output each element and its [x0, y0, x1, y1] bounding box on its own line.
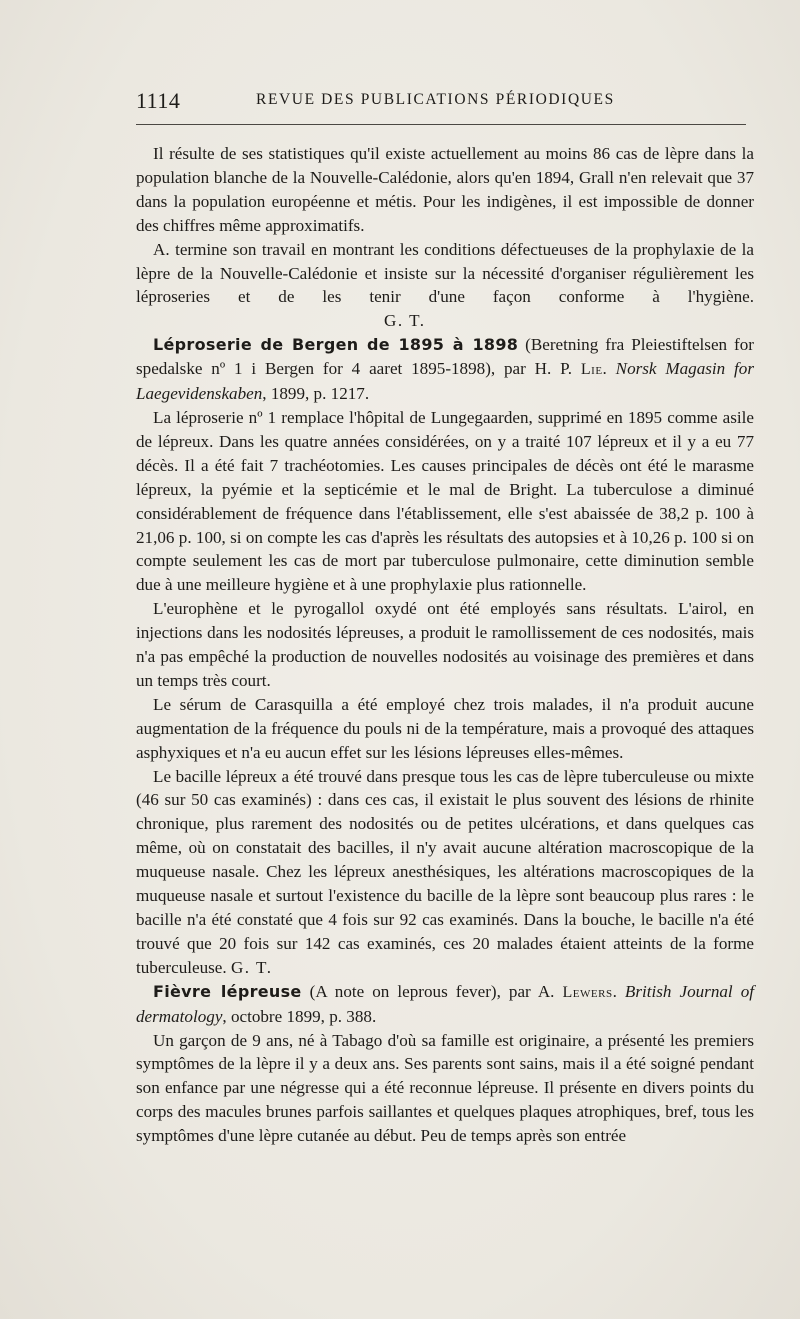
- paragraph-leproserie: La léproserie nº 1 remplace l'hôpital de Lungegaarden, supprimé en 1895 comme asile de lépreux. Dans les quatre années considérées, on y a traité 107 lépreux et il y a eu 77 décès. Il a été fait 7 trachéotomies. Les causes principales de décès ont été le marasme lépreux, la pyémie et la septicémie et le mal de Bright. La tuberculose a diminué considérablement de fréquence dans l'établissement, elle s'est abaissée de 38,2 p. 100 à 21,06 p. 100, si on compte les cas d'après les résultats des autopsies et à 10,26 p. 100 si on compte seulement les cas de mort par tuberculose pulmonaire, cette diminution semble due à une meilleure hygiène et à une prophylaxie plus rationnelle.: [136, 407, 754, 595]
- page-number: 1114: [136, 88, 181, 113]
- paragraph-conclusion: A. termine son travail en montrant les conditions défectueuses de la prophylaxie de la lèpre de la Nouvelle-Calédonie et insiste sur la nécessité d'organiser régulièrement les léproseries et de les tenir d'une façon conforme à l'hygiène.G. T.: [136, 239, 754, 331]
- author-signature: G. T.: [230, 957, 273, 977]
- article-heading: Léproserie de Bergen de 1895 à 1898: [153, 335, 519, 355]
- author-name: Lie: [580, 361, 603, 379]
- paragraph-treatments: L'europhène et le pyrogallol oxydé ont été employés sans résultats. L'airol, en injections dans les nodosités lépreuses, a produit le ramollissement de ces nodosités, mais n'a pas empêché la production de nouvelles nodosités au voisinage des premières et dans un temps très court.: [136, 599, 754, 690]
- paragraph-statistics: Il résulte de ses statistiques qu'il existe actuellement au moins 86 cas de lèpre dans la population blanche de la Nouvelle-Calédonie, alors qu'en 1894, Grall n'en relevait que 37 dans la population européenne et métis. Pour les indigènes, il est impossible de donner des chiffres même approximatifs.: [136, 144, 754, 235]
- article-citation-fievre: Fièvre lépreuse (A note on leprous fever), par A. Lewers. British Journal of dermatology, octobre 1899, p. 388.: [136, 981, 755, 1026]
- author-name: Lewers: [562, 983, 613, 1001]
- paragraph-bacille: Le bacille lépreux a été trouvé dans presque tous les cas de lèpre tuberculeuse ou mixte (46 sur 50 cas examinés) : dans ces cas, il existait le plus souvent des lésions de rhinite chronique, plus rarement des nodosités ou de petites ulcérations, et dans quelques cas même, où on constatait des bacilles, il n'y avait aucune altération macroscopique de la muqueuse nasale. Chez les lépreux anesthésiques, les altérations macroscopiques de la muqueuse nasale et surtout l'existence du bacille de la lèpre sont beaucoup plus rares : le bacille n'a été constaté que 4 fois sur 92 cas examinés. Dans la bouche, le bacille n'a été trouvé que 20 fois sur 142 cas examinés, ces 20 malades étaient atteints de la forme tuberculeuse. G. T.: [136, 766, 754, 977]
- article-citation-bergen: Léproserie de Bergen de 1895 à 1898 (Beretning fra Pleiestiftelsen for spedalske nº 1 i Bergen for 4 aaret 1895-1898), par H. P. Lie. Norsk Magasin for Laegevidenskaben, 1899, p. 1217.: [136, 335, 754, 404]
- journal-title: British Journal of dermatology: [136, 981, 755, 1026]
- running-title: REVUE DES PUBLICATIONS PÉRIODIQUES: [256, 91, 615, 108]
- journal-title: Norsk Magasin for Laegevidenskaben: [136, 359, 754, 404]
- paragraph-serum: Le sérum de Carasquilla a été employé chez trois malades, il n'a produit aucune augmentation de la fréquence du pouls ni de la température, mais a provoqué des attaques asphyxiques et n'a eu aucun effet sur les lésions lépreuses elles-mêmes.: [136, 694, 754, 762]
- header-rule: [136, 124, 746, 125]
- article-heading: Fièvre lépreuse: [153, 981, 302, 1001]
- page-header: [136, 88, 754, 112]
- paragraph-case-report: Un garçon de 9 ans, né à Tabago d'où sa famille est originaire, a présenté les premiers symptômes de la lèpre il y a deux ans. Ses parents sont sains, mais il a été soigné pendant son enfance par une négresse qui a été reconnue lépreuse. Il présente en divers points du corps des macules brunes parfois saillantes et quelques plaques atrophiques, bref, tous les symptômes d'une lèpre cutanée au début. Peu de temps après son entrée: [136, 1030, 754, 1146]
- article-body: [136, 142, 754, 1148]
- author-signature: G. T.: [384, 311, 426, 331]
